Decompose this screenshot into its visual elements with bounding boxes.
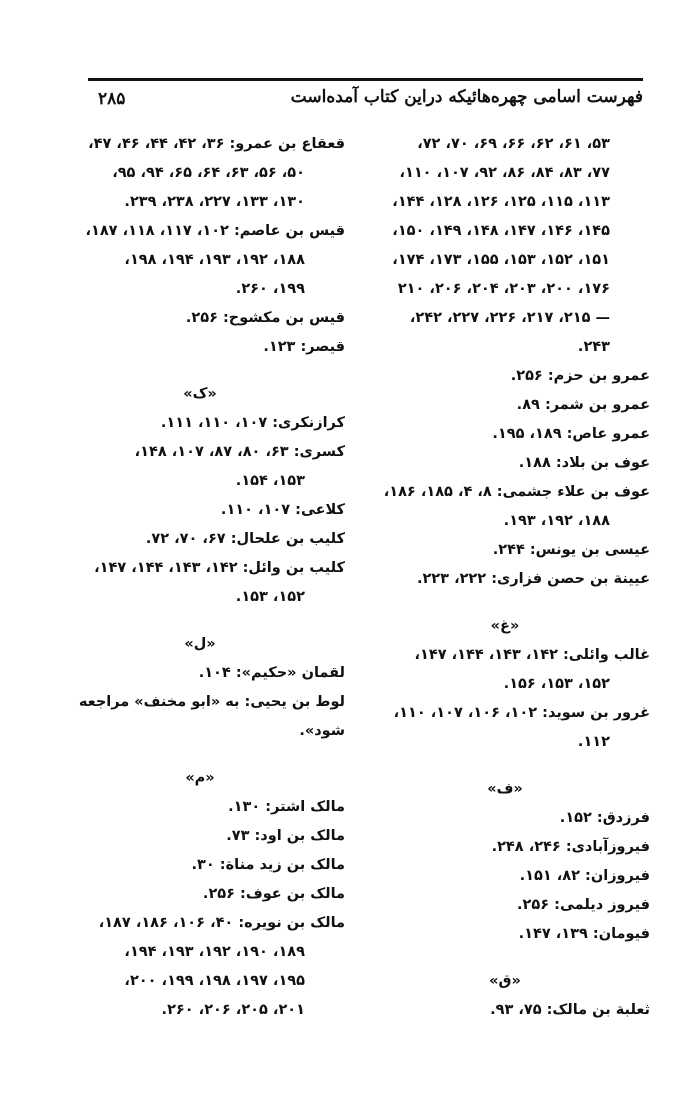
index-entry: فیروزان: ۸۲، ۱۵۱. [519,868,650,884]
index-line: ۱۵۲، ۱۵۳. [235,589,305,605]
index-line: ۱۳۰، ۱۳۳، ۲۲۷، ۲۳۸، ۲۳۹. [124,194,305,210]
index-line: ۱۵۲، ۱۵۳، ۱۵۶. [503,676,610,692]
index-entry: مالک بن زید مناة: ۳۰. [191,857,345,873]
page-number: ۲۸۵ [98,89,126,109]
page-header [88,78,643,121]
index-line: ۱۸۸، ۱۹۲، ۱۹۳، ۱۹۴، ۱۹۸، [124,252,305,268]
index-entry: فرزدق: ۱۵۲. [559,810,650,826]
index-line: ۱۴۵، ۱۴۶، ۱۴۷، ۱۴۸، ۱۴۹، ۱۵۰، [392,223,610,239]
index-line: ۲۴۳. [577,339,610,355]
index-entry: فیروزآبادی: ۲۴۶، ۲۴۸. [491,839,650,855]
index-line: ۵۳، ۶۱، ۶۲، ۶۶، ۶۹، ۷۰، ۷۲، [417,136,610,152]
section-heading: «ل» [184,636,216,652]
index-entry: عمرو بن حزم: ۲۵۶. [510,368,650,384]
index-entry: مالک اشتر: ۱۳۰. [228,799,345,815]
index-entry: مالک بن اود: ۷۳. [226,828,345,844]
index-entry: فیومان: ۱۳۹، ۱۴۷. [518,926,650,942]
index-entry: غرور بن سوید: ۱۰۲، ۱۰۶، ۱۰۷، ۱۱۰، [393,705,650,721]
index-entry: عمرو بن شمر: ۸۹. [516,397,650,413]
index-entry: مالک بن عوف: ۲۵۶. [202,886,345,902]
index-line: ۱۱۲. [577,734,610,750]
index-entry: عوف بن علاء جشمی: ۸، ۴، ۱۸۵، ۱۸۶، [383,484,650,500]
section-heading: «ق» [489,973,521,989]
index-entry: کلیب بن علحال: ۶۷، ۷۰، ۷۲. [145,531,345,547]
index-line: ۲۰۱، ۲۰۵، ۲۰۶، ۲۶۰. [161,1002,305,1018]
index-entry: قیس بن عاصم: ۱۰۲، ۱۱۷، ۱۱۸، ۱۸۷، [85,223,345,239]
index-entry: قیس بن مکشوح: ۲۵۶. [185,310,345,326]
index-entry: کلیب بن وائل: ۱۴۲، ۱۴۳، ۱۴۴، ۱۴۷، [94,560,345,576]
index-entry: عمرو عاص: ۱۸۹، ۱۹۵. [492,426,650,442]
index-entry: عوف بن بلاد: ۱۸۸. [518,455,650,471]
section-heading: «ک» [183,386,217,402]
index-column-right [360,130,650,1025]
index-entry: کسری: ۶۳، ۸۰، ۸۷، ۱۰۷، ۱۴۸، [134,444,345,460]
section-heading: «غ» [490,618,520,634]
page-title: فهرست اسامی چهره‌هائیکه دراین کتاب آمده‌است [290,87,643,107]
index-line: ۱۸۹، ۱۹۰، ۱۹۲، ۱۹۳، ۱۹۴، [124,944,305,960]
index-entry: مالک بن نویره: ۴۰، ۱۰۶، ۱۸۶، ۱۸۷، [98,915,345,931]
index-entry: عیسی بن یونس: ۲۴۴. [492,542,650,558]
index-line: ۱۷۶، ۲۰۰، ۲۰۳، ۲۰۴، ۲۰۶، ۲۱۰ [397,281,610,297]
index-entry: کلاعی: ۱۰۷، ۱۱۰. [220,502,345,518]
index-entry: لقمان «حکیم»: ۱۰۴. [198,665,345,681]
index-entry: شود». [299,723,345,739]
index-line: ۱۵۳، ۱۵۴. [235,473,305,489]
index-line: ۷۷، ۸۳، ۸۴، ۸۶، ۹۲، ۱۰۷، ۱۱۰، [399,165,610,181]
index-line: ۱۹۵، ۱۹۷، ۱۹۸، ۱۹۹، ۲۰۰، [124,973,305,989]
index-entry: ثعلبة بن مالک: ۷۵، ۹۳. [490,1002,650,1018]
section-heading: «ف» [487,781,523,797]
index-line: — ۲۱۵، ۲۱۷، ۲۲۶، ۲۲۷، ۲۴۲، [409,310,610,326]
index-entry: کرازنکری: ۱۰۷، ۱۱۰، ۱۱۱. [160,415,345,431]
index-line: ۱۱۳، ۱۱۵، ۱۲۵، ۱۲۶، ۱۲۸، ۱۴۴، [392,194,610,210]
index-entry: لوط بن یحیی: به «ابو مخنف» مراجعه [78,694,345,710]
index-column-left [55,130,345,1025]
index-line: ۵۰، ۵۶، ۶۳، ۶۴، ۶۵، ۹۴، ۹۵، [112,165,305,181]
index-entry: قیصر: ۱۲۳. [263,339,345,355]
index-entry: قعقاع بن عمرو: ۳۶، ۴۲، ۴۴، ۴۶، ۴۷، [88,136,345,152]
index-entry: فیروز دیلمی: ۲۵۶. [517,897,650,913]
index-entry: غالب وائلی: ۱۴۲، ۱۴۳، ۱۴۴، ۱۴۷، [414,647,650,663]
section-heading: «م» [185,770,215,786]
index-line: ۱۸۸، ۱۹۲، ۱۹۳. [503,513,610,529]
index-line: ۱۵۱، ۱۵۲، ۱۵۳، ۱۵۵، ۱۷۳، ۱۷۴، [392,252,610,268]
index-line: ۱۹۹، ۲۶۰. [235,281,305,297]
index-entry: عیینة بن حصن فزاری: ۲۲۲، ۲۲۳. [416,571,650,587]
